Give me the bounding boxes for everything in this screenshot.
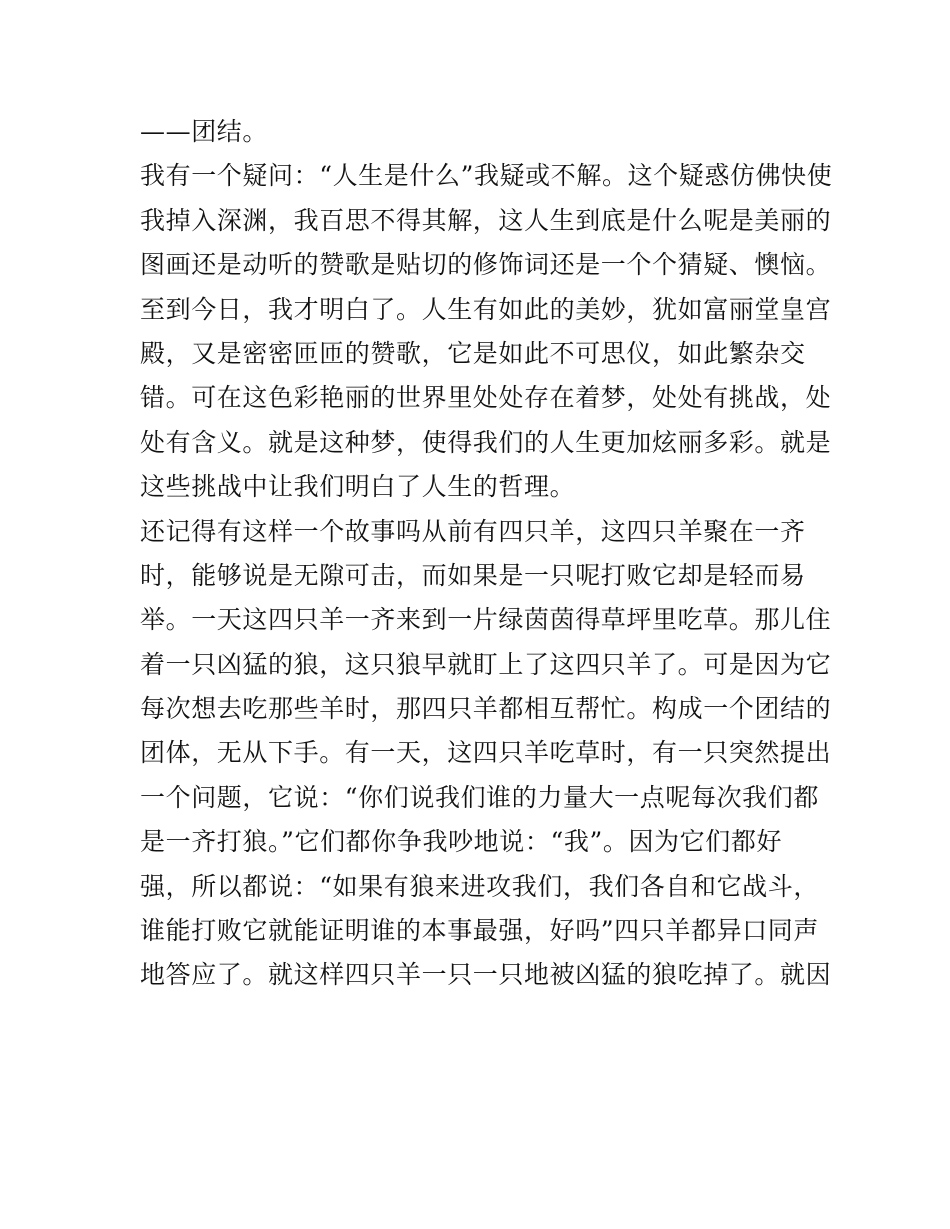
text-line-6: 殿，又是密密匝匝的赞歌，它是如此不可思仪，如此繁杂交 [140, 338, 806, 368]
text-line-2: 我有一个疑问：“人生是什么”我疑或不解。这个疑惑仿佛快使 [140, 161, 833, 191]
body-text [140, 110, 833, 998]
text-line-10: 还记得有这样一个故事吗从前有四只羊，这四只羊聚在一齐 [140, 516, 806, 546]
text-line-4: 图画还是动听的赞歌是贴切的修饰词还是一个个猜疑、懊恼。 [140, 250, 832, 280]
text-line-19: 谁能打败它就能证明谁的本事最强，好吗”四只羊都异口同声 [140, 916, 819, 946]
text-line-12: 举。一天这四只羊一齐来到一片绿茵茵得草坪里吃草。那儿住 [140, 605, 832, 635]
text-line-18: 强，所以都说：“如果有狼来进攻我们，我们各自和它战斗， [140, 871, 819, 901]
text-line-1: ——团结。 [140, 117, 269, 146]
text-line-11: 时，能够说是无隙可击，而如果是一只呢打败它却是轻而易 [140, 560, 806, 590]
text-line-7: 错。可在这色彩艳丽的世界里处处存在着梦，处处有挑战，处 [140, 383, 832, 413]
text-line-15: 团体，无从下手。有一天，这四只羊吃草时，有一只突然提出 [140, 738, 832, 768]
text-line-9: 这些挑战中让我们明白了人生的哲理。 [140, 472, 576, 502]
text-line-3: 我掉入深渊，我百思不得其解，这人生到底是什么呢是美丽的 [140, 205, 832, 235]
text-line-14: 每次想去吃那些羊时，那四只羊都相互帮忙。构成一个团结的 [140, 694, 832, 724]
text-line-8: 处有含义。就是这种梦，使得我们的人生更加炫丽多彩。就是 [140, 427, 832, 457]
text-line-16: 一个问题，它说：“你们说我们谁的力量大一点呢每次我们都 [140, 782, 819, 812]
text-line-5: 至到今日，我才明白了。人生有如此的美妙，犹如富丽堂皇宫 [140, 294, 832, 324]
text-line-20: 地答应了。就这样四只羊一只一只地被凶猛的狼吃掉了。就因 [140, 960, 832, 990]
text-line-13: 着一只凶猛的狼，这只狼早就盯上了这四只羊了。可是因为它 [140, 649, 832, 679]
text-line-17: 是一齐打狼。”它们都你争我吵地说：“我”。因为它们都好 [140, 827, 783, 857]
